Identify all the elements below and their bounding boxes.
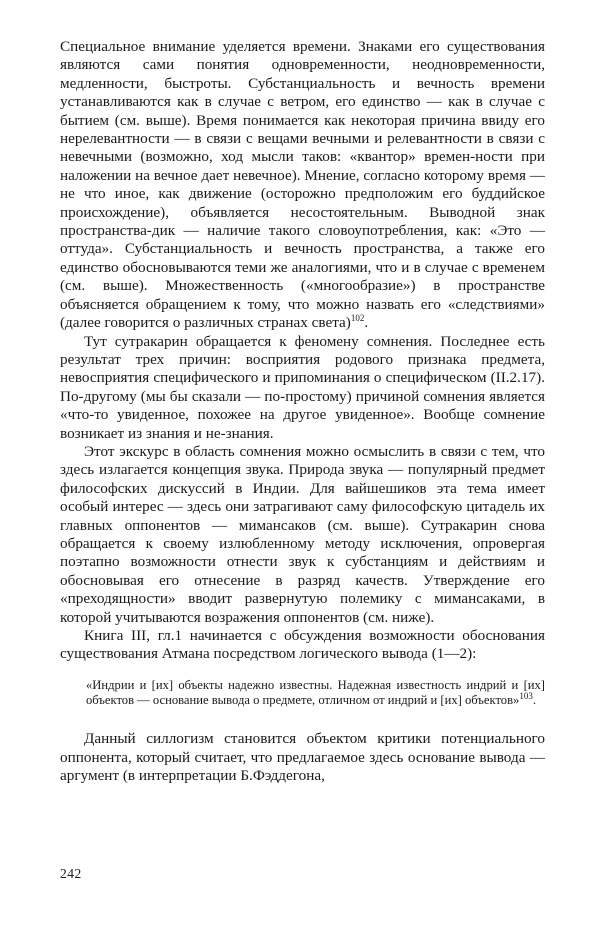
paragraph-syllogism: Данный силлогизм становится объектом критики потенциального оппонента, который считает, что предлагаемое здесь основание вывода — аргумент (в интерпретации Б.Фэддегона, [60,730,545,785]
quote-text: «Индрии и [их] объекты надежно известны. Надежная известность индрий и [их] объектов — основание вывода о предмете, отличном от индрий и [их] объектов» [86,677,545,708]
main-text [60,38,545,785]
footnote-ref-102: 102 [350,313,365,324]
block-quote [86,678,545,708]
paragraph-atman: Книга III, гл.1 начинается с обсуждения возможности обоснования существования Атмана посредством логического вывода (1—2): [60,627,545,663]
page-number: 242 [60,866,82,881]
paragraph-text: Специальное внимание уделяется времени. Знаками его существования являются сами понятия одновременности, неодновременности, медленности, быстроты. Субстанциальность и вечность времени устанавливаются как в случае с ветром, его единство — как в случае с бытием (см. выше). Время понимается как некоторая причина ввиду его нерелевантности — в связи с вещами вечными и релевантности в связи с невечными (возможно, ход мысли таков: «квантор» времен-ности при наложении на вечное дает невечное). Мнение, согласно которому время — не что иное, как движение (осторожно предположим его буддийское происхождение), объявляется несостоятельным. Выводной знак пространства-дик — наличие такого словоупотребления, как: «Это — оттуда». Субстанциальность и вечность пространства, а также его единство обосновываются теми же аналогиями, что и в случае с временем (см. выше). Множественность («многообразие») в пространстве объясняется обращением к тому, что можно назвать его «следствиями» (далее говорится о различных странах света) [60,38,545,332]
quote-end: . [532,693,536,708]
paragraph-time-space: Специальное внимание уделяется времени. Знаками его существования являются сами понятия одновременности, неодновременности, медленности, быстроты. Субстанциальность и вечность времени устанавливаются как в случае с ветром, его единство — как в случае с бытием (см. выше). Время понимается как некоторая причина ввиду его нерелевантности — в связи с вещами вечными и релевантности в связи с невечными (возможно, ход мысли таков: «квантор» времен-ности при наложении на вечное дает невечное). Мнение, согласно которому время — не что иное, как движение (осторожно предположим его буддийское происхождение), объявляется несостоятельным. Выводной знак пространства-дик — наличие такого словоупотребления, как: «Это — оттуда». Субстанциальность и вечность пространства, а также его единство обосновываются теми же аналогиями, что и в случае с временем (см. выше). Множественность («многообразие») в пространстве объясняется обращением к тому, что можно назвать его «следствиями» (далее говорится о различных странах света)$^{102}$. [60,38,545,332]
paragraph-sound: Этот экскурс в область сомнения можно осмыслить в связи с тем, что здесь излагается концепция звука. Природа звука — популярный предмет философских дискуссий в Индии. Для вайшешиков эта тема имеет особый интерес — здесь они затрагивают саму философскую цитадель их главных оппонентов — мимансаков (см. выше). Сутракарин снова обращается к своему излюбленному методу исключения, опровергая поэтапно возможности отнести звук к субстанциям и действиям и обосновывая его отнесение в разряд качеств. Утверждение его «преходящности» вводит развернутую полемику с мимансаками, в которой учитываются возражения оппонентов (см. ниже). [60,442,545,626]
paragraph-doubt: Тут сутракарин обращается к феномену сомнения. Последнее есть результат трех причин: восприятия родового признака предмета, невосприятия специфического и припоминания о специфическом (II.2.17). По-другому (мы бы сказали — по-простому) причиной сомнения является «что-то увиденное, похожее на другое увиденное». Вообще сомнение возникает из знания и не-знания. [60,332,545,442]
footnote-ref-103: 103 [519,690,533,701]
